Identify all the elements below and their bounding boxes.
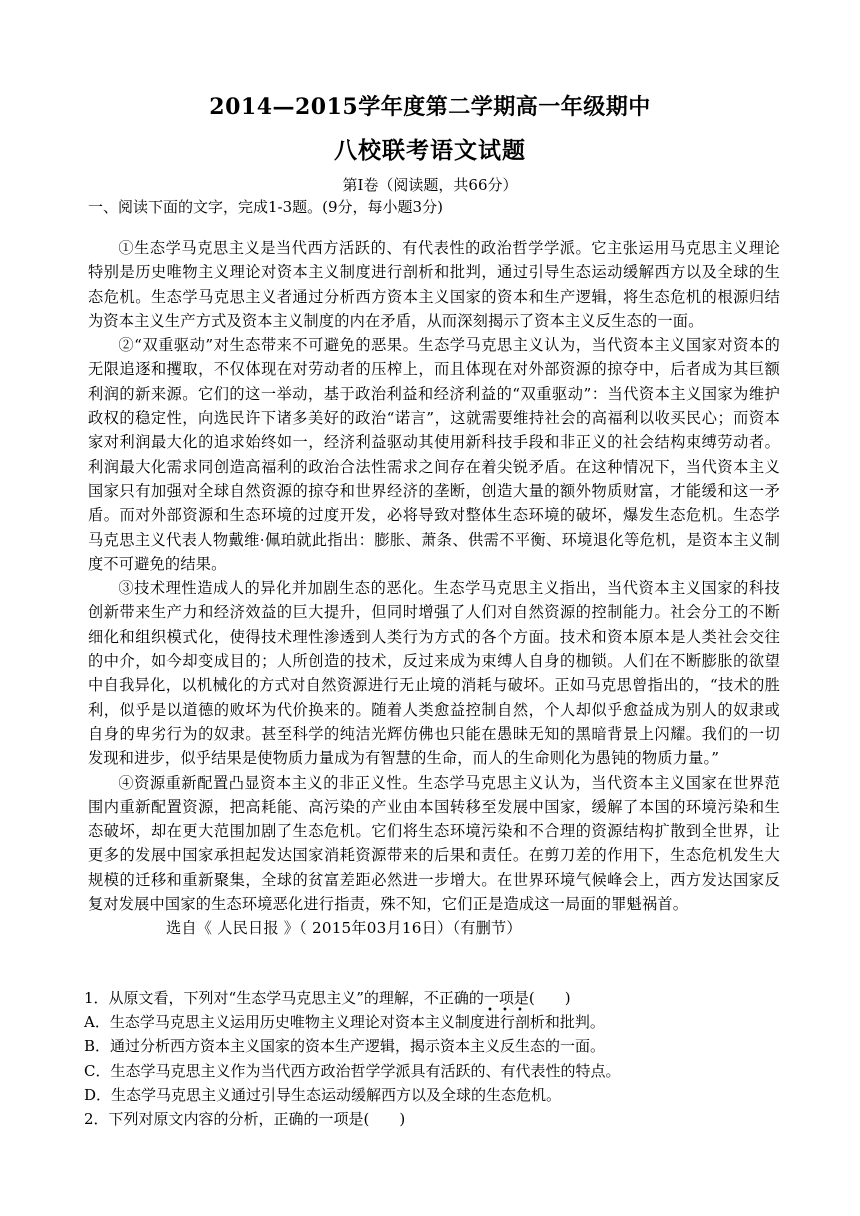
question-1-option-c: C．生态学马克思主义作为当代西方政治哲学学派具有活跃的、有代表性的特点。: [84, 1061, 621, 1080]
passage-paragraph-3: ③技术理性造成人的异化并加剧生态的恶化。生态学马克思主义指出，当代资本主义国家的科技创新带来生产力和经济效益的巨大提升，但同时增强了人们对自然资源的控制能力。社会分工的不断细化和组织模式化，使得技术理性渗透到人类行为方式的各个方面。技术和资本原本是人类社会交往的中介，如今却变成目的；人所创造的技术，反过来成为束缚人自身的枷锁。人们在不断膨胀的欲望中自我异化，以机械化的方式对自然资源进行无止境的消耗与破坏。正如马克思曾指出的，“技术的胜利，似乎是以道德的败坏为代价换来的。随着人类愈益控制自然，个人却似乎愈益成为别人的奴隶或自身的卑劣行为的奴隶。甚至科学的纯洁光辉仿佛也只能在愚昧无知的黑暗背景上闪耀。我们的一切发现和进步，似乎结果是使物质力量成为有智慧的生命，而人的生命则化为愚钝的物质力量。”: [88, 579, 780, 768]
question-1-option-a: A．生态学马克思主义运用历史唯物主义理论对资本主义制度进行剖析和批判。: [84, 1013, 605, 1032]
emphasis-dot-icon: •: [487, 1005, 493, 1016]
exam-title-line1: 2014—2015学年度第二学期高一年级期中: [209, 94, 651, 120]
passage-paragraph-2: ②“双重驱动”对生态带来不可避免的恶果。生态学马克思主义认为，当代资本主义国家对资本的无限追逐和攫取，不仅体现在对劳动者的压榨上，而且体现在对外部资源的掠夺中，后者成为其巨额利润的新来源。它们的这一举动，基于政治利益和经济利益的“双重驱动”：当代资本主义国家为维护政权的稳定性，向选民许下诸多美好的政治“诺言”，这就需要维持社会的高福利以收买民心；而资本家对利润最大化的追求始终如一，经济利益驱动其使用新科技手段和非正义的社会结构束缚劳动者。利润最大化需求同创造高福利的政治合法性需求之间存在着尖锐矛盾。在这种情况下，当代资本主义国家只有加强对全球自然资源的掠夺和世界经济的垄断，创造大量的额外物质财富，才能缓和这一矛盾。而对外部资源和生态环境的过度开发，必将导致对整体生态环境的破坏，爆发生态危机。生态学马克思主义代表人物戴维·佩珀就此指出：膨胀、萧条、供需不平衡、环境退化等危机，是资本主义制度不可避免的结果。: [88, 336, 780, 573]
question-1-option-b: B．通过分析西方资本主义国家的资本生产逻辑，揭示资本主义反生态的一面。: [84, 1037, 606, 1056]
passage-source: 选自《 人民日报 》（ 2015年03月16日）（有删节）: [166, 919, 522, 938]
reading-passage: [88, 236, 780, 941]
exam-title-line2: 八校联考语文试题: [334, 137, 526, 164]
question-1: [84, 986, 784, 1016]
emphasis-dot-icon: •: [517, 1005, 523, 1016]
passage-paragraph-4: ④资源重新配置凸显资本主义的非正义性。生态学马克思主义认为，当代资本主义国家在世界范围内重新配置资源，把高耗能、高污染的产业由本国转移至发展中国家，缓解了本国的环境污染和生态破坏，却在更大范围加剧了生态危机。它们将生态环境污染和不合理的资源结构扩散到全世界，让更多的发展中国家承担起发达国家消耗资源带来的后果和责任。在剪刀差的作用下，生态危机发生大规模的迁移和重新聚集，全球的贫富差距必然进一步增大。在世界环境气候峰会上，西方发达国家反复对发展中国家的生态环境恶化进行指责，殊不知，它们正是造成这一局面的罪魁祸首。: [88, 773, 780, 914]
passage-paragraph-1: ①生态学马克思主义是当代西方活跃的、有代表性的政治哲学学派。它主张运用马克思主义理论特别是历史唯物主义理论对资本主义制度进行剖析和批判，通过引导生态运动缓解西方以及全球的生态危机。生态学马克思主义者通过分析西方资本主义国家的资本和生产逻辑，将生态危机的根源归结为资本主义生产方式及资本主义制度的内在矛盾，从而深刻揭示了资本主义反生态的一面。: [88, 239, 780, 330]
question-list: [84, 986, 784, 1131]
question-2: 2．下列对原文内容的分析，正确的一项是( ): [84, 1110, 406, 1129]
section-heading: 一、阅读下面的文字，完成1-3题。(9分，每小题3分): [88, 198, 443, 216]
question-1-text: 1．从原文看，下列对“生态学马克思主义”的理解，不正确的一项是( ): [84, 989, 571, 1007]
volume-heading: 第Ⅰ卷（阅读题，共66分）: [342, 176, 518, 194]
question-1-option-d: D．生态学马克思主义通过引导生态运动缓解西方以及全球的生态危机。: [84, 1085, 562, 1104]
emphasis-dot-icon: •: [502, 1005, 508, 1016]
